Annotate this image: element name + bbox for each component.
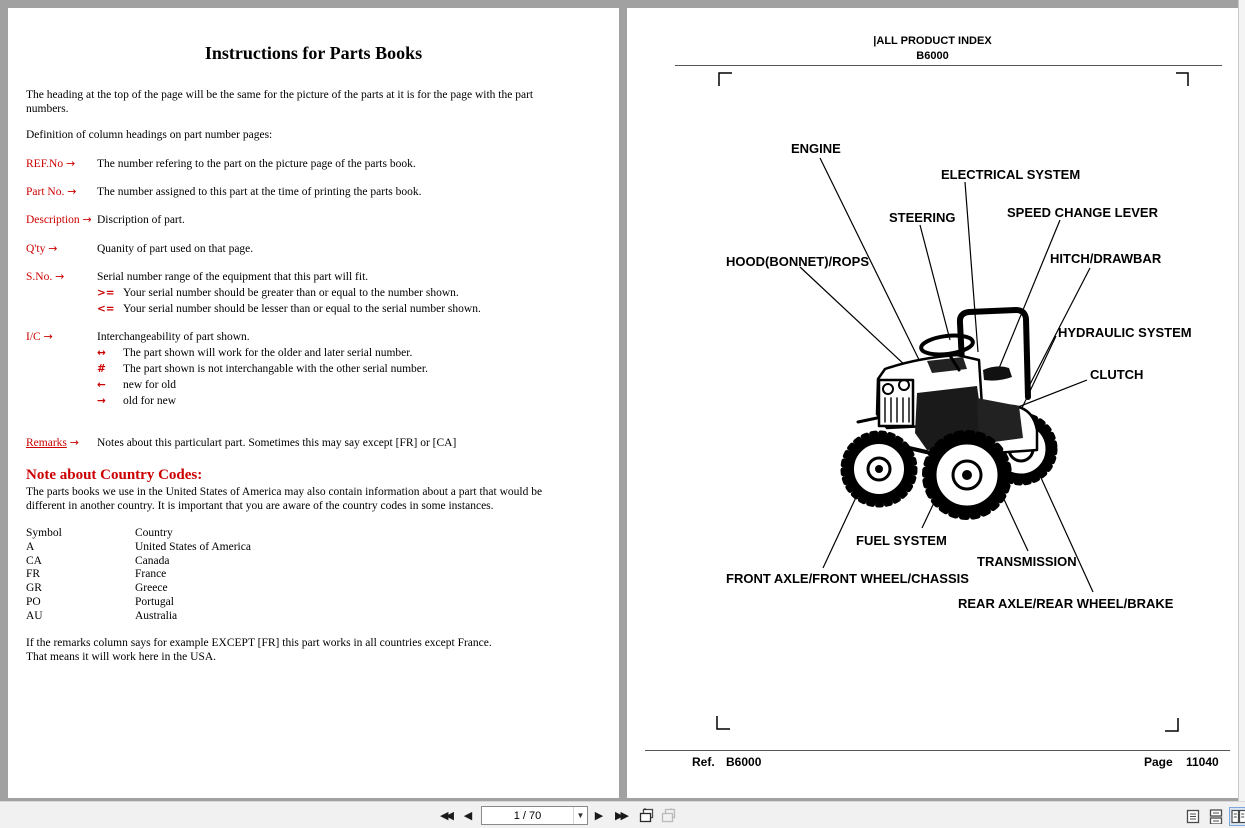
footer-rule — [645, 750, 1230, 751]
definition-row: Description → Discription of part. — [26, 213, 185, 227]
right-arrow-icon: → — [67, 185, 77, 198]
country-codes-heading: Note about Country Codes: — [26, 466, 203, 483]
diagram-label-hood-rops: HOOD(BONNET)/ROPS — [726, 254, 869, 269]
single-page-icon — [1186, 809, 1200, 824]
gte-icon: >= — [97, 286, 115, 299]
left-arrow-icon: ← — [97, 378, 106, 391]
page-title: Instructions for Parts Books — [204, 43, 423, 63]
table-row: AU Australia — [26, 609, 178, 622]
footer-page-label: Page — [1144, 755, 1173, 769]
table-row: Symbol Country — [26, 527, 173, 540]
page-header — [627, 34, 1238, 64]
diagram-label-fuel-system: FUEL SYSTEM — [856, 533, 947, 548]
right-arrow-icon: → — [82, 213, 92, 227]
both-arrow-icon: ↔ — [97, 346, 106, 359]
viewer-toolbar — [0, 801, 1245, 828]
diagram-label-hydraulic-system: HYDRAULIC SYSTEM — [1058, 325, 1192, 340]
next-view-icon — [661, 808, 677, 823]
chevron-down-icon: ▼ — [573, 807, 587, 824]
last-page-icon: ▶▶ — [615, 808, 626, 822]
footer-ref-value: B6000 — [726, 755, 762, 769]
footer-page-value: 11040 — [1186, 755, 1219, 769]
definition-row: S.No. → Serial number range of the equipment that this part will fit. — [26, 269, 369, 283]
last-page-button[interactable] — [611, 805, 633, 825]
facing-pages-icon — [1231, 809, 1245, 824]
diagram-label-rear-axle: REAR AXLE/REAR WHEEL/BRAKE — [958, 596, 1174, 611]
single-page-view-button[interactable] — [1184, 807, 1202, 826]
closing-note: If the remarks column says for example EXCEPT [FR] this part works in all countries except France. That means it will work here in the USA. — [26, 637, 492, 663]
previous-view-button[interactable] — [638, 805, 656, 825]
right-arrow-icon: → — [48, 241, 58, 255]
diagram-label-electrical-system: ELECTRICAL SYSTEM — [941, 167, 1081, 182]
right-arrow-icon: → — [65, 156, 76, 170]
right-arrow-icon: → — [55, 269, 65, 283]
page-indicator: 1 / 70 — [513, 809, 542, 822]
intro-paragraph: The heading at the top of the page will be the same for the picture of the parts at it is for the page with the part numbers. — [26, 89, 534, 115]
definition-row: Remarks → Notes about this particulart part. Sometimes this may say except [FR] or [CA] — [26, 436, 457, 450]
facing-pages-view-button[interactable] — [1229, 807, 1245, 826]
diagram-label-front-axle: FRONT AXLE/FRONT WHEEL/CHASSIS — [726, 571, 969, 586]
continuous-page-icon — [1209, 809, 1223, 824]
table-row: A United States of America — [26, 541, 251, 554]
tractor-diagram — [627, 8, 1238, 798]
country-codes-table — [26, 527, 601, 623]
diagram-label-hitch-drawbar: HITCH/DRAWBAR — [1050, 251, 1162, 266]
serial-rule-row: <= Your serial number should be lesser than or equal to the serial number shown. — [97, 302, 481, 315]
next-view-button[interactable] — [660, 805, 678, 825]
diagram-label-speed-change-lever: SPEED CHANGE LEVER — [1007, 205, 1158, 220]
header-line-1: |ALL PRODUCT INDEX — [873, 35, 992, 47]
header-line-2: B6000 — [916, 50, 949, 62]
previous-view-icon — [639, 808, 655, 823]
table-row: PO Portugal — [26, 595, 174, 608]
definition-row: Part No. → The number assigned to this part at the time of printing the parts book. — [26, 185, 422, 198]
page-product-index — [627, 8, 1238, 798]
tractor-illustration — [843, 310, 1055, 517]
next-page-button[interactable] — [591, 805, 607, 825]
ic-rule-row: → old for new — [97, 394, 177, 407]
serial-rule-row: >= Your serial number should be greater than or equal to the number shown. — [97, 286, 459, 299]
footer-ref-label: Ref. — [692, 755, 715, 769]
definition-row: Q'ty → Quanity of part used on that page. — [26, 241, 254, 255]
next-page-icon: ▶ — [594, 808, 601, 822]
table-row: FR France — [26, 568, 167, 581]
ic-rule-row: # The part shown is not interchangable with the other serial number. — [97, 362, 428, 375]
table-row: CA Canada — [26, 554, 170, 567]
diagram-label-clutch: CLUTCH — [1090, 367, 1144, 382]
lte-icon: <= — [97, 302, 115, 315]
definition-row: REF.No → The number refering to the part on the picture page of the parts book. — [26, 156, 416, 170]
definition-row: I/C → Interchangeability of part shown. — [26, 329, 250, 343]
scrollbar[interactable] — [1238, 0, 1245, 801]
header-rule — [675, 65, 1222, 66]
first-page-button[interactable] — [436, 805, 458, 825]
hash-icon: # — [97, 362, 106, 375]
right-arrow-icon: → — [97, 394, 106, 407]
country-codes-paragraph: The parts books we use in the United States of America may also contain information about a part that would be different in another country. It is important that you are aware of the country codes in some instances. — [26, 485, 543, 512]
right-arrow-icon: → — [69, 436, 79, 450]
ic-rule-row: ← new for old — [97, 378, 177, 391]
diagram-label-steering: STEERING — [889, 210, 956, 225]
continuous-view-button[interactable] — [1207, 807, 1225, 826]
diagram-label-engine: ENGINE — [791, 141, 841, 156]
previous-page-button[interactable] — [460, 805, 476, 825]
table-row: GR Greece — [26, 582, 168, 595]
page-number-combobox[interactable] — [481, 806, 588, 825]
first-page-icon: ◀◀ — [440, 808, 451, 822]
ic-rule-row: ↔ The part shown will work for the older and later serial number. — [97, 346, 413, 359]
right-arrow-icon: → — [43, 329, 53, 343]
diagram-label-transmission: TRANSMISSION — [977, 554, 1077, 569]
definitions-heading: Definition of column headings on part number pages: — [26, 129, 273, 142]
page-instructions — [8, 8, 619, 798]
previous-page-icon: ◀ — [463, 808, 470, 822]
